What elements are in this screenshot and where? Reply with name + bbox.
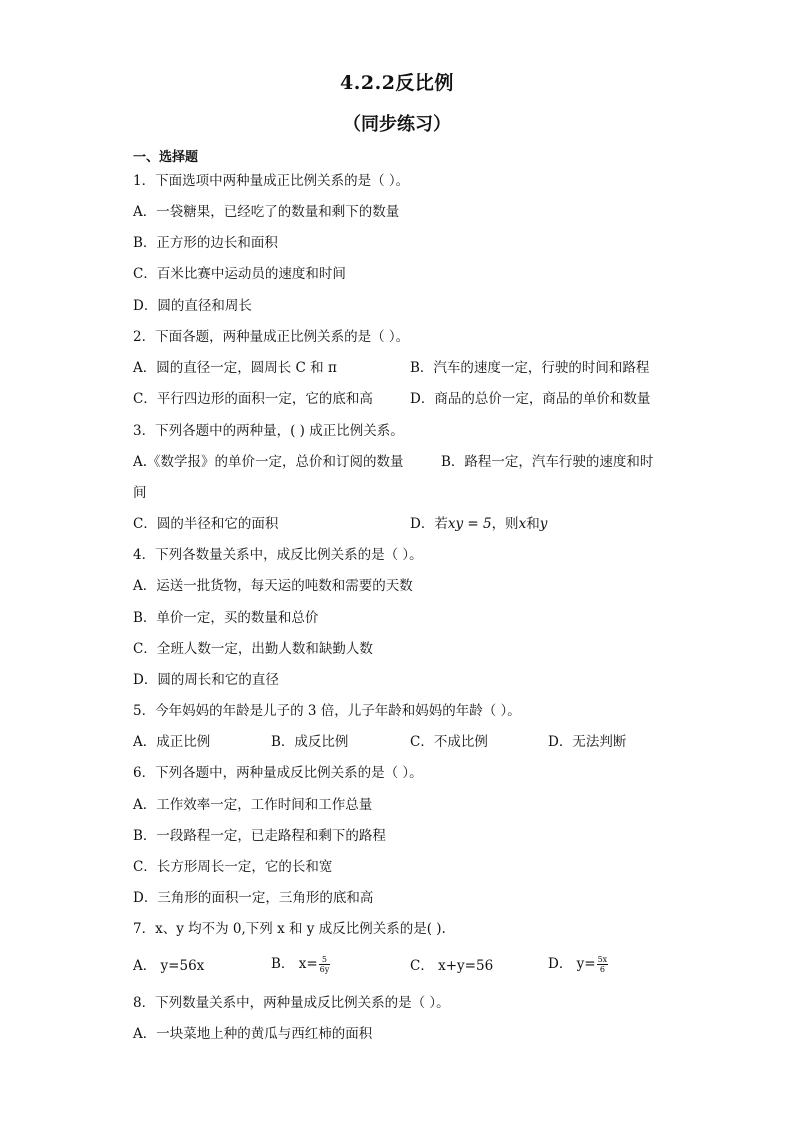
q7-option-d[interactable] [548,955,608,974]
q4-option-a[interactable]: A．运送一批货物，每天运的吨数和需要的天数 [133,578,413,594]
q2-stem: 2．下面各题，两种量成正比例关系的是（ ）。 [133,329,410,345]
q2-option-a[interactable]: A．圆的直径一定，圆周长 C 和 π [133,360,337,376]
q6-option-c[interactable]: C．长方形周长一定，它的长和宽 [133,859,333,875]
q8-stem: 8．下列数量关系中，两种量成反比例关系的是（ ）。 [133,995,450,1011]
q4-option-c[interactable]: C．全班人数一定，出勤人数和缺勤人数 [133,641,373,657]
q7-option-d-prefix: D． y= [548,956,596,972]
q1-option-d[interactable]: D．圆的直径和周长 [133,298,252,314]
q1-stem: 1．下面选项中两种量成正比例关系的是（ ）。 [133,173,410,189]
q4-option-d[interactable]: D．圆的周长和它的直径 [133,672,279,688]
q7-option-d-numerator: 5x [597,955,608,964]
q2-option-c[interactable]: C．平行四边形的面积一定，它的底和高 [133,391,373,407]
q7-stem: 7．x、y 均不为 0,下列 x 和 y 成反比例关系的是( ). [133,921,446,937]
q3-option-d-var-y: y [539,516,548,532]
q5-option-b[interactable]: B．成反比例 [271,734,349,750]
q3-option-d[interactable] [410,515,547,533]
section-heading: 一、选择题 [133,150,199,165]
q6-option-a[interactable]: A．工作效率一定，工作时间和工作总量 [133,797,373,813]
q3-option-b-continued: 间 [133,485,147,501]
q1-option-b[interactable]: B．正方形的边长和面积 [133,235,278,251]
q6-option-d[interactable]: D．三角形的面积一定，三角形的底和高 [133,890,374,906]
q7-option-d-fraction [597,955,609,974]
q4-stem: 4．下列各数量关系中，成反比例关系的是（ ）。 [133,547,423,563]
q3-option-a[interactable]: A.《数学报》的单价一定，总价和订阅的数量 [133,454,404,470]
q2-option-d[interactable]: D．商品的总价一定，商品的单价和数量 [410,391,651,407]
q3-option-d-var-x: x [518,516,527,532]
q6-option-b[interactable]: B．一段路程一定，已走路程和剩下的路程 [133,828,386,844]
q3-option-d-prefix: D．若 [410,516,448,532]
q3-option-b[interactable]: B．路程一定，汽车行驶的速度和时 [441,454,654,470]
page-title: 4.2.2反比例 [340,72,454,94]
q7-option-b[interactable] [271,955,330,974]
q7-option-b-prefix: B． x= [271,956,318,972]
q2-option-b[interactable]: B．汽车的速度一定，行驶的时间和路程 [410,360,650,376]
q7-option-c[interactable]: C． x+y=56 [410,958,494,974]
q8-option-a[interactable]: A．一块菜地上种的黄瓜与西红柿的面积 [133,1026,373,1042]
q7-option-b-fraction [319,955,331,974]
q5-stem: 5．今年妈妈的年龄是儿子的 3 倍，儿子年龄和妈妈的年龄（ ）。 [133,703,521,719]
q7-option-b-numerator: 5 [319,955,331,965]
q7-option-b-denominator: 6y [319,965,330,974]
q4-option-b[interactable]: B．单价一定，买的数量和总价 [133,610,319,626]
q1-option-a[interactable]: A．一袋糖果，已经吃了的数量和剩下的数量 [133,204,400,220]
q5-option-a[interactable]: A．成正比例 [133,734,211,750]
page-subtitle: （同步练习） [343,114,451,135]
q3-option-d-mid: ，则 [491,516,519,532]
q5-option-d[interactable]: D．无法判断 [548,734,627,750]
q3-option-c[interactable]: C．圆的半径和它的面积 [133,516,279,532]
q5-option-c[interactable]: C．不成比例 [410,734,488,750]
q3-stem: 3．下列各题中的两种量，( ) 成正比例关系。 [133,423,404,439]
q1-option-c[interactable]: C．百米比赛中运动员的速度和时间 [133,266,346,282]
q3-option-d-equation: xy = 5 [447,516,492,532]
q3-option-d-and: 和 [526,516,540,532]
q7-option-a[interactable]: A． y=56x [133,958,205,974]
q7-option-d-denominator: 6 [599,965,605,974]
q6-stem: 6．下列各题中，两种量成反比例关系的是（ ）。 [133,765,423,781]
